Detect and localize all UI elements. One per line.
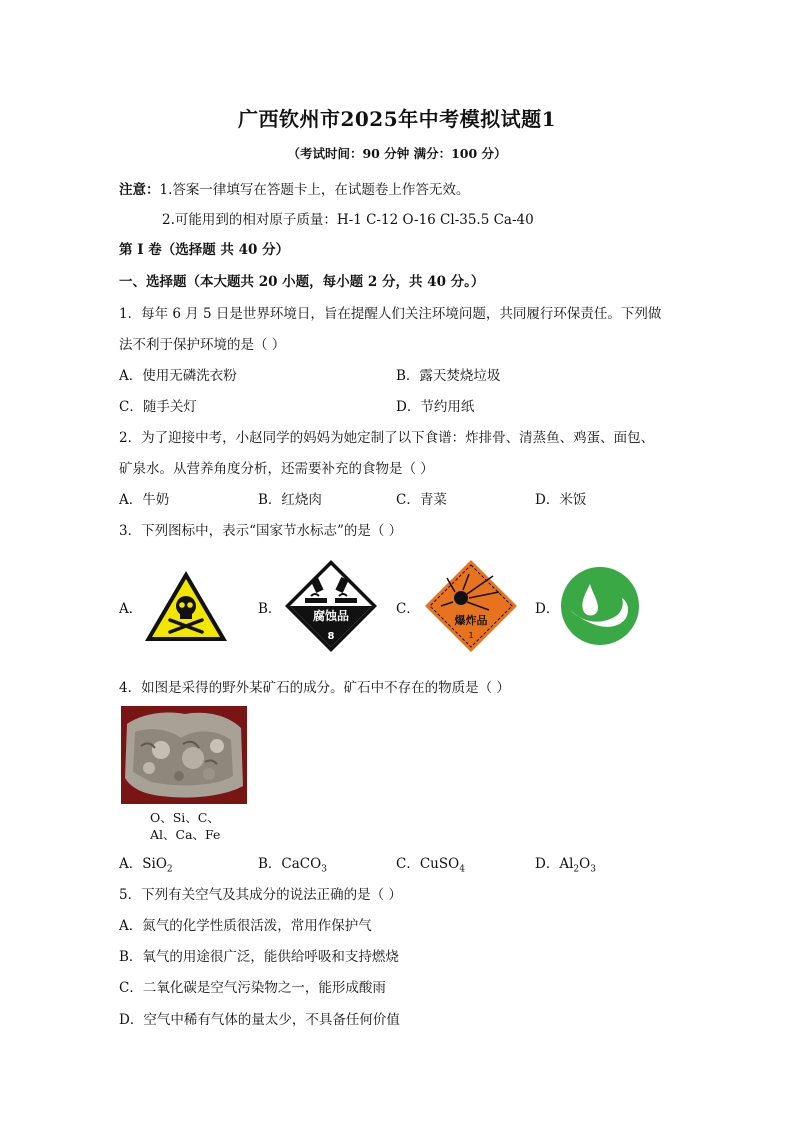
q2-option-b: B．红烧肉	[258, 492, 322, 508]
q4-stem: 4．如图是采得的野外某矿石的成分。矿石中不存在的物质是（ ）	[119, 680, 510, 696]
q4-option-b-label: B．	[258, 856, 282, 872]
q4-option-d-label: D．	[535, 856, 560, 872]
q4-option-d	[535, 852, 596, 875]
corrosive-class-number: 8	[327, 631, 335, 642]
q4-option-c-label: C．	[396, 856, 420, 872]
q5-option-d: D．空气中稀有气体的量太少，不具备任何价值	[119, 1012, 400, 1028]
q3-option-a-label: A．	[119, 601, 143, 617]
part-heading: 一、选择题（本大题共 20 小题，每小题 2 分，共 40 分。）	[119, 274, 485, 290]
q4-option-d-formula-1: Al	[559, 856, 574, 872]
notes-line1	[119, 178, 469, 198]
q1-stem-line2: 法不利于保护环境的是（ ）	[119, 337, 286, 353]
q4-option-a-formula: SiO	[142, 856, 167, 872]
notes-text1: 1.答案一律填写在答题卡上，在试题卷上作答无效。	[159, 182, 470, 198]
q4-option-b-subscript: 3	[321, 864, 327, 875]
explosive-class-number: 1	[468, 631, 474, 640]
q5-stem: 5．下列有关空气及其成分的说法正确的是（ ）	[119, 887, 402, 903]
q4-option-c	[396, 852, 465, 875]
q2-stem-line1: 2．为了迎接中考，小赵同学的妈妈为她定制了以下食谱：炸排骨、清蒸鱼、鸡蛋、面包、	[119, 430, 655, 446]
q2-option-c: C．青菜	[396, 492, 447, 508]
q3-option-b-label: B．	[258, 601, 282, 617]
corrosive-warning-icon	[283, 558, 379, 654]
mineral-rock-image	[121, 706, 247, 804]
page-title: 广西钦州市2025年中考模拟试题1	[237, 107, 557, 131]
section-heading: 第 I 卷（选择题 共 40 分）	[119, 242, 290, 258]
corrosive-label: 腐蚀品	[312, 609, 350, 623]
mineral-caption-line1: O、Si、C、	[150, 810, 220, 825]
q4-option-a-label: A．	[119, 856, 143, 872]
q4-option-b	[258, 852, 327, 875]
q5-option-a: A．氮气的化学性质很活泼，常用作保护气	[119, 918, 372, 934]
explosive-label: 爆炸品	[454, 614, 488, 627]
q2-option-d: D．米饭	[535, 492, 587, 508]
notes-label: 注意：	[119, 182, 160, 198]
q1-option-c: C．随手关灯	[119, 399, 197, 415]
toxic-warning-icon	[142, 568, 230, 644]
q3-stem: 3．下列图标中，表示“国家节水标志”的是（ ）	[119, 523, 403, 539]
mineral-sample-photo	[121, 706, 247, 804]
q1-option-d: D．节约用纸	[396, 399, 475, 415]
q2-option-a: A．牛奶	[119, 492, 170, 508]
q4-option-c-formula: CuSO	[419, 856, 460, 872]
q1-option-b: B．露天焚烧垃圾	[396, 368, 501, 384]
q5-option-c: C．二氧化碳是空气污染物之一，能形成酸雨	[119, 980, 386, 996]
q5-option-b: B．氧气的用途很广泛，能供给呼吸和支持燃烧	[119, 949, 399, 965]
q4-option-d-formula-2: O	[579, 856, 591, 872]
mineral-caption-line2: Al、Ca、Fe	[150, 827, 221, 842]
q4-option-d-subscript-2: 3	[590, 864, 596, 875]
q4-option-a-subscript: 2	[166, 864, 173, 875]
q4-option-b-formula: CaCO	[281, 856, 322, 872]
explosive-warning-icon	[423, 558, 519, 654]
exam-info: （考试时间：90 分钟 满分：100 分）	[287, 146, 507, 161]
q4-option-a	[119, 852, 173, 875]
notes-line2: 2.可能用到的相对原子质量：H-1 C-12 O-16 Cl-35.5 Ca-40	[162, 212, 534, 228]
q1-option-a: A．使用无磷洗衣粉	[119, 368, 237, 384]
q3-option-c-label: C．	[396, 601, 420, 617]
q1-stem-line1: 1．每年 6 月 5 日是世界环境日，旨在提醒人们关注环境问题，共同履行环保责任。下列做	[119, 306, 662, 322]
q4-option-c-subscript: 4	[459, 864, 465, 875]
q3-option-d-label: D．	[535, 601, 560, 617]
q2-stem-line2: 矿泉水。从营养角度分析，还需要补充的食物是（ ）	[119, 461, 434, 477]
q4-option-d-subscript-1: 2	[573, 864, 580, 875]
water-saving-logo-icon	[560, 566, 640, 646]
